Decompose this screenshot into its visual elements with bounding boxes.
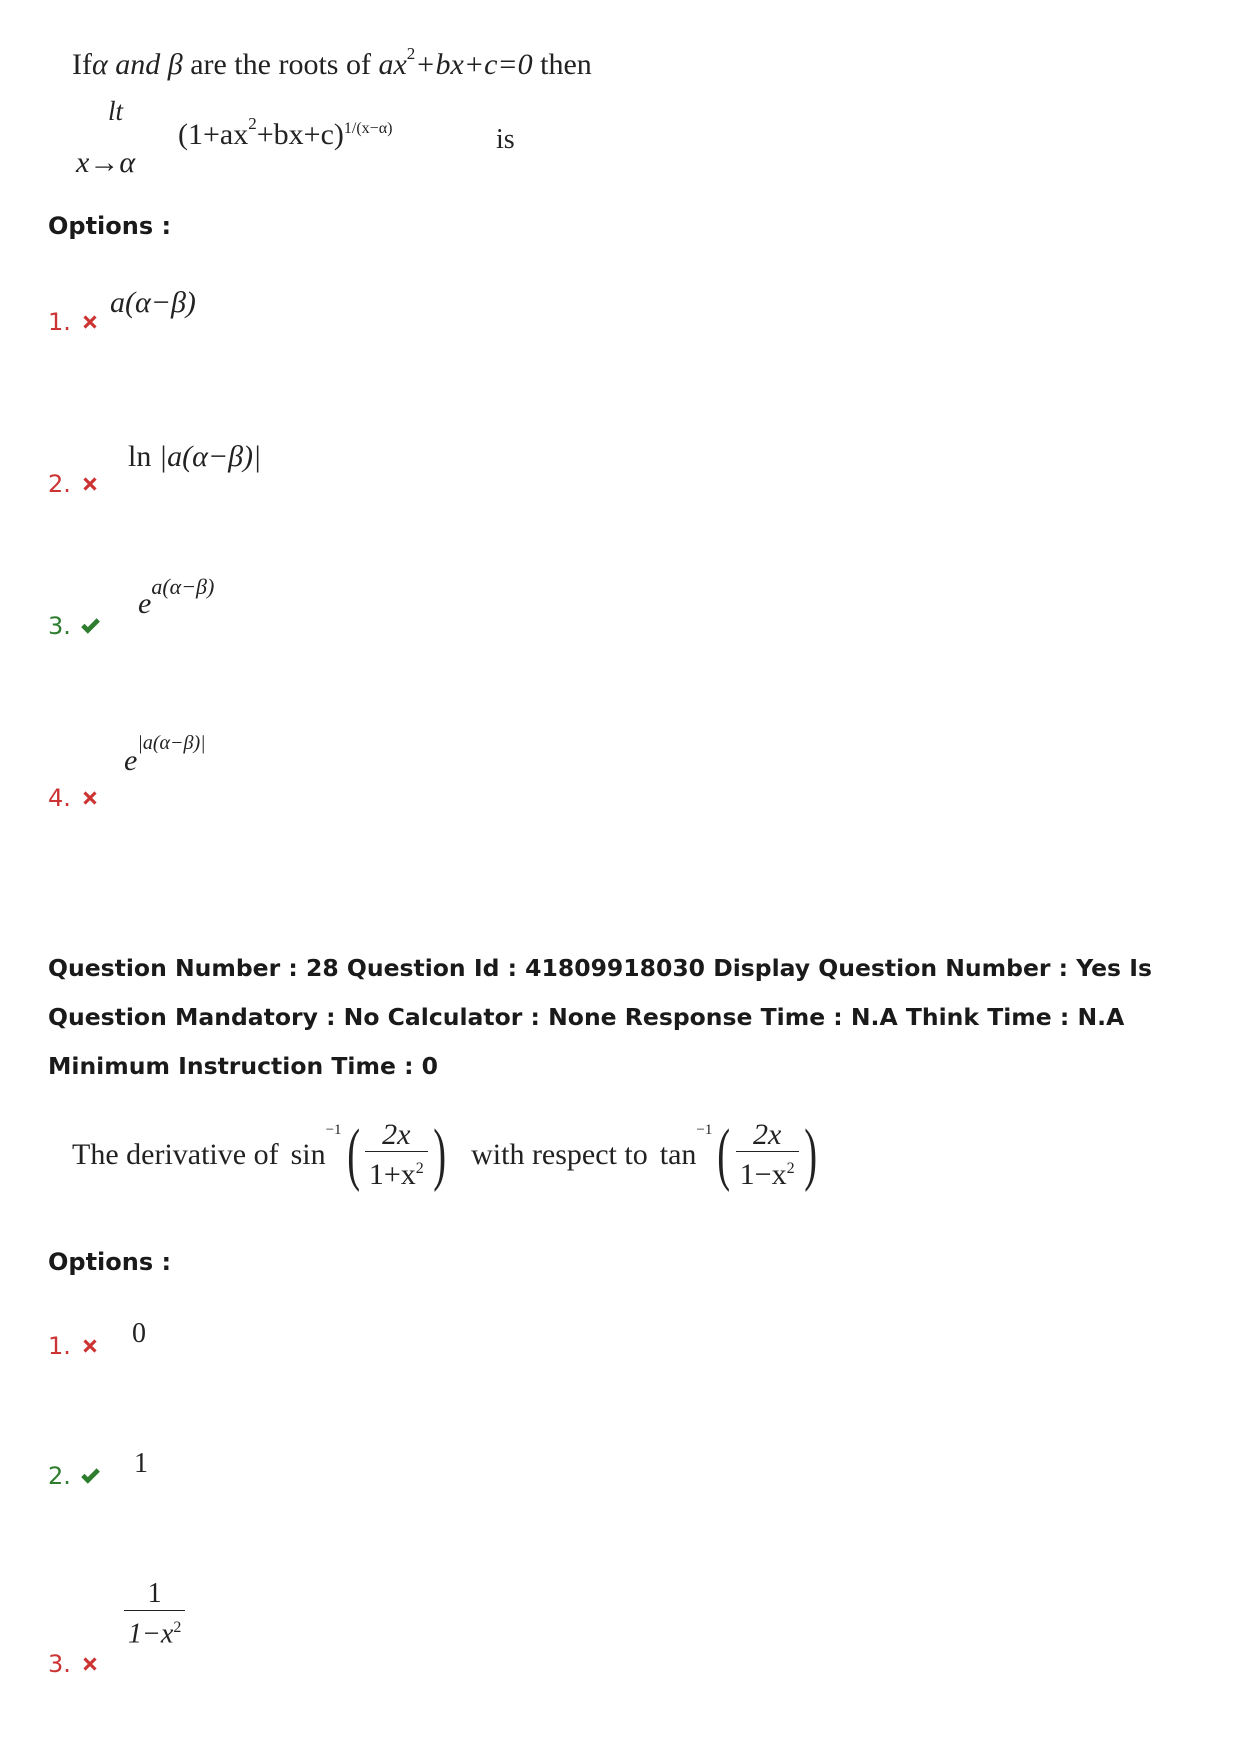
option-math: 1 bbox=[134, 1448, 148, 1479]
cross-icon bbox=[79, 473, 101, 495]
paren-right: ) bbox=[803, 1116, 817, 1193]
limit-expr-base: (1+ax bbox=[178, 118, 249, 151]
cross-icon bbox=[79, 311, 101, 333]
option-math bbox=[124, 732, 206, 778]
option-number: 2. bbox=[48, 1462, 101, 1490]
abs-expression: |a(α−β)| bbox=[158, 440, 262, 473]
option-number: 3. bbox=[48, 1650, 101, 1678]
fraction-2 bbox=[736, 1119, 799, 1192]
question-meta: Question Number : 28 Question Id : 41809918030 Display Question Number : Yes Is Question Mandatory : No Calculator : None Response Time : N.A Think Time : N.A Minimum Instruction Time : 0 bbox=[48, 954, 1152, 1080]
exp-base: e bbox=[138, 587, 152, 620]
option-number: 2. bbox=[48, 470, 101, 498]
stem-eq-sq: 2 bbox=[406, 44, 416, 63]
limit-lt: lt bbox=[108, 96, 124, 126]
fn-sin: sin bbox=[290, 1138, 326, 1171]
fn-tan: tan bbox=[659, 1138, 697, 1171]
exp-base: e bbox=[124, 744, 138, 777]
stem-if: If bbox=[72, 48, 92, 81]
option-math bbox=[128, 440, 261, 474]
option-number: 4. bbox=[48, 784, 101, 812]
fraction-2-num: 2x bbox=[752, 1117, 782, 1151]
exp-power: |a(α−β)| bbox=[137, 732, 206, 754]
fraction-option bbox=[124, 1578, 185, 1651]
stem-eq-a: ax bbox=[378, 48, 407, 81]
option-math bbox=[124, 1578, 185, 1651]
fraction-option-num: 1 bbox=[147, 1578, 162, 1609]
stem-then: then bbox=[540, 48, 592, 81]
fraction-1-den: $1+x^2$ bbox=[365, 1151, 428, 1192]
options-heading: Options : bbox=[48, 1248, 172, 1276]
option-number: 1. bbox=[48, 308, 101, 336]
check-icon bbox=[79, 1465, 101, 1487]
fraction-1-num: 2x bbox=[382, 1117, 411, 1151]
limit-expr-sq: 2 bbox=[248, 114, 257, 133]
paren-right: ) bbox=[433, 1116, 446, 1193]
ln-label: ln bbox=[128, 440, 152, 473]
option-number: 3. bbox=[48, 612, 101, 640]
fraction-option-den: $1-x^2$ bbox=[124, 1610, 185, 1651]
fn-tan-exp: −1 bbox=[696, 1122, 713, 1138]
exp-power: a(α−β) bbox=[151, 574, 215, 599]
stem-is: is bbox=[496, 124, 515, 155]
q28-stem bbox=[72, 1110, 972, 1200]
stem-beta: β bbox=[167, 48, 183, 81]
option-math: 0 bbox=[132, 1318, 146, 1349]
option-math: a(α−β) bbox=[110, 286, 196, 319]
limit-expr-exp: 1/(x−α) bbox=[343, 120, 393, 137]
stem-alpha: α bbox=[91, 48, 108, 81]
stem-mid: with respect to bbox=[471, 1138, 648, 1171]
stem-and: and bbox=[115, 48, 161, 81]
q27-stem-line bbox=[72, 44, 592, 82]
cross-icon bbox=[79, 1653, 101, 1675]
option-number: 1. bbox=[48, 1332, 101, 1360]
paren-left: ( bbox=[346, 1116, 360, 1193]
stem-eq-rest: +bx+c=0 bbox=[415, 48, 533, 81]
paren-left: ( bbox=[717, 1116, 731, 1193]
options-heading: Options : bbox=[48, 212, 172, 240]
fraction-2-den: $1-x^2$ bbox=[736, 1151, 799, 1192]
limit-expression bbox=[178, 114, 393, 152]
option-math bbox=[138, 574, 215, 621]
limit-expr-mid: +bx+c) bbox=[256, 118, 344, 151]
cross-icon bbox=[79, 787, 101, 809]
fraction-1 bbox=[365, 1119, 428, 1192]
stem-are-roots: are the roots of bbox=[190, 48, 371, 81]
stem-prefix: The derivative of bbox=[72, 1138, 279, 1171]
cross-icon bbox=[79, 1335, 101, 1357]
limit-x-to-alpha: x→α bbox=[76, 146, 136, 179]
fn-sin-exp: −1 bbox=[325, 1122, 342, 1138]
check-icon bbox=[79, 615, 101, 637]
